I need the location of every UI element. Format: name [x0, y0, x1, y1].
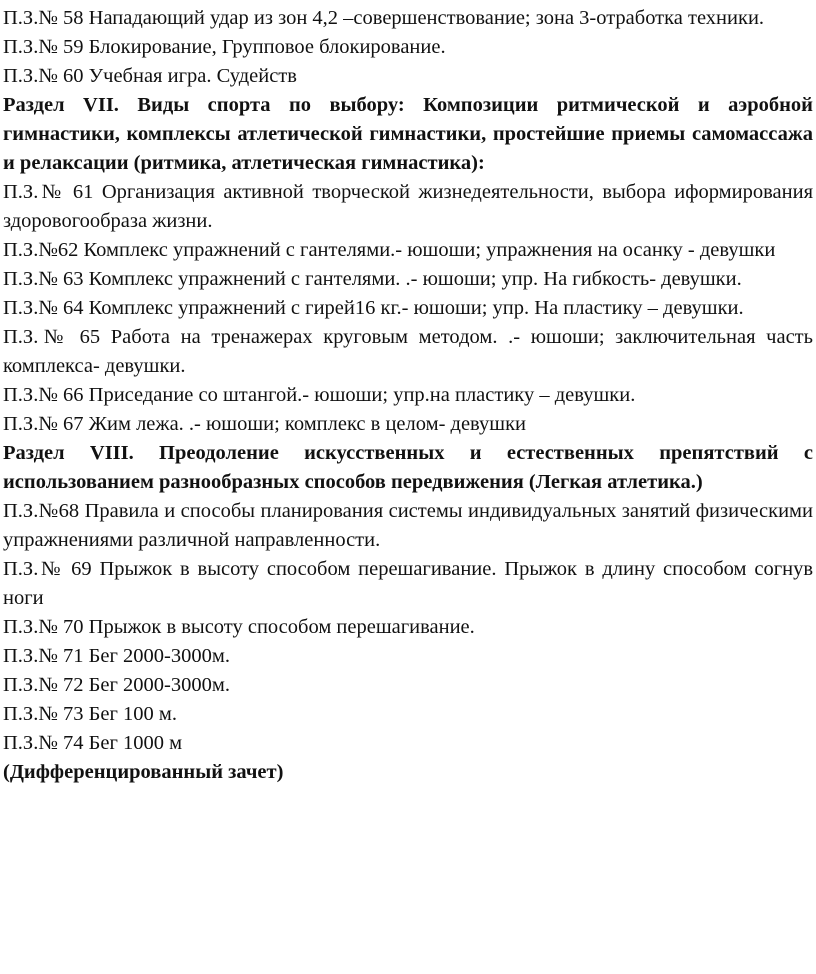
- lesson-72: П.З.№ 72 Бег 2000-3000м.: [3, 674, 230, 696]
- lesson-61: П.З.№ 61 Организация активной творческой жизнедеятельности, выбора иформирования здоровогообраза жизни.: [3, 181, 813, 232]
- lesson-63: П.З.№ 63 Комплекс упражнений с гантелями. .- юшоши; упр. На гибкость- девушки.: [3, 268, 742, 290]
- lesson-73: П.З.№ 73 Бег 100 м.: [3, 703, 178, 725]
- document-page: [3, 4, 813, 787]
- lesson-67: П.З.№ 67 Жим лежа. .- юшоши; комплекс в целом- девушки: [3, 413, 527, 435]
- section-8-heading: Раздел VIII. Преодоление искусственных и естественных препятствий с использованием разнообразных способов передвижения (Легкая атлетика.): [3, 442, 813, 493]
- lesson-59: П.З.№ 59 Блокирование, Групповое блокирование.: [3, 36, 446, 58]
- lesson-68: П.З.№68 Правила и способы планирования системы индивидуальных занятий физическими упражнениями различной направленности.: [3, 500, 813, 551]
- lesson-65: П.З.№ 65 Работа на тренажерах круговым методом. .- юшоши; заключительная часть комплекса- девушки.: [3, 326, 813, 377]
- section-7-heading: Раздел VII. Виды спорта по выбору: Композиции ритмической и аэробной гимнастики, комплексы атлетической гимнастики, простейшие приемы самомассажа и релаксации (ритмика, атлетическая гимнастика):: [3, 94, 813, 174]
- lesson-66: П.З.№ 66 Приседание со штангой.- юшоши; упр.на пластику – девушки.: [3, 384, 636, 406]
- lesson-60: П.З.№ 60 Учебная игра. Судейств: [3, 65, 297, 87]
- lesson-64: П.З.№ 64 Комплекс упражнений с гирей16 кг.- юшоши; упр. На пластику – девушки.: [3, 297, 744, 319]
- lesson-62: П.З.№62 Комплекс упражнений с гантелями.- юшоши; упражнения на осанку - девушки: [3, 239, 776, 261]
- final-assessment: (Дифференцированный зачет): [3, 761, 284, 783]
- lesson-58: П.З.№ 58 Нападающий удар из зон 4,2 –совершенствование; зона 3-отработка техники.: [3, 7, 765, 29]
- lesson-74: П.З.№ 74 Бег 1000 м: [3, 732, 183, 754]
- lesson-70: П.З.№ 70 Прыжок в высоту способом перешагивание.: [3, 616, 475, 638]
- lesson-69: П.З.№ 69 Прыжок в высоту способом перешагивание. Прыжок в длину способом согнув ноги: [3, 558, 813, 609]
- lesson-71: П.З.№ 71 Бег 2000-3000м.: [3, 645, 230, 667]
